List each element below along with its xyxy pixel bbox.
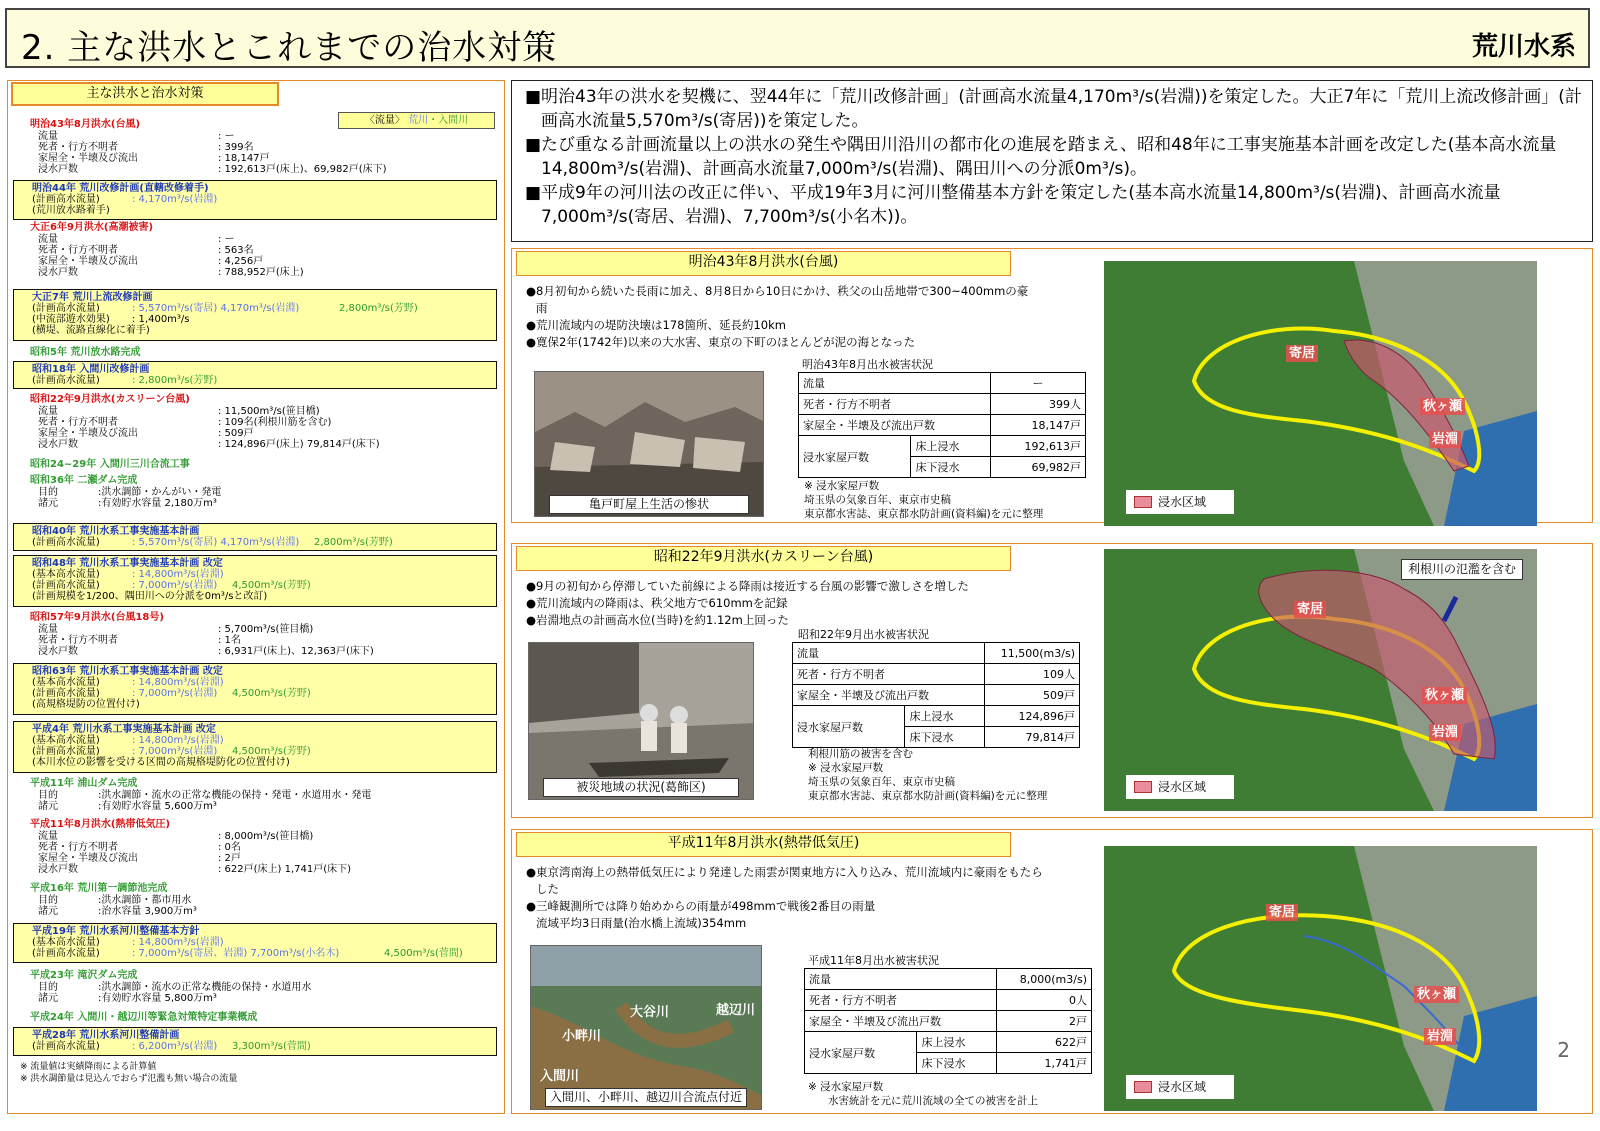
flood-history-panel xyxy=(7,80,505,1114)
damage-table: 流量 8,000(m3/s) 死者・行方不明者 0人 家屋全・半壊及び流出戸数 2戸 浸水家屋戸数 床上浸水 622戸 床下浸水 1,741戸 xyxy=(804,968,1092,1074)
item-value: : 124,896戸(床上) 79,814戸(床下) xyxy=(218,439,380,450)
bullet: ●寛保2年(1742年)以来の大水害、東京の下町のほとんどが泥の海となった xyxy=(526,335,916,349)
item-value: : 2戸 xyxy=(218,853,241,864)
item-value: :洪水調節・都市用水 xyxy=(98,895,192,906)
flood-photo xyxy=(530,945,762,1110)
item-value: : 1,400m³/s xyxy=(132,314,190,325)
item-label: (計画高水流量) xyxy=(32,746,100,757)
item-label: 家屋全・半壊及び流出 xyxy=(38,853,138,864)
plan-box xyxy=(13,523,497,551)
item-value: :治水容量 3,900万m³ xyxy=(98,906,197,917)
item-value: : 7,000m³/s(岩淵) xyxy=(132,580,218,591)
item-label: (計画高水流量) xyxy=(32,375,100,386)
section-heisei11 xyxy=(511,829,1593,1114)
item-label: (高規格堤防の位置付け) xyxy=(32,699,140,710)
item-value: : 0名 xyxy=(218,842,241,853)
item-label: 浸水戸数 xyxy=(38,267,78,278)
item-label: (基本高水流量) xyxy=(32,677,100,688)
table-notes: ※ 浸水家屋戸数 埼玉県の気象百年、東京市史稿 東京都水害誌、東京都水防計画(資料編)を元に整理 xyxy=(804,480,1044,520)
item-value: : 7,000m³/s(岩淵) xyxy=(132,746,218,757)
item-value: 2,800m³/s(芳野) xyxy=(314,537,393,548)
item-label: (計画高水流量) xyxy=(32,303,100,314)
item-value: : 18,147戸 xyxy=(218,153,270,164)
item-value: : 8,000m³/s(笹目橋) xyxy=(218,831,314,842)
item-value: 4,500m³/s(芳野) xyxy=(232,688,311,699)
item-label: 浸水戸数 xyxy=(38,864,78,875)
damage-table: 流量 11,500(m3/s) 死者・行方不明者 109人 家屋全・半壊及び流出戸数 509戸 浸水家屋戸数 床上浸水 124,896戸 床下浸水 79,814戸 xyxy=(792,642,1080,748)
plan-title: 昭和63年 荒川水系工事実施基本計画 改定 xyxy=(32,666,223,677)
plan-title: 平成28年 荒川水系河川整備計画 xyxy=(32,1030,180,1041)
section-heading: 明治43年8月洪水(台風) xyxy=(516,251,1011,276)
milestone: 平成24年 入間川・越辺川等緊急対策特定事業概成 xyxy=(30,1012,258,1023)
photo-caption: 亀戸町屋上生活の惨状 xyxy=(549,495,749,514)
item-value: : 2,800m³/s(芳野) xyxy=(132,375,218,386)
footnote: ※ 流量値は実績降雨による計算値 xyxy=(20,1062,157,1072)
item-value: : 14,800m³/s(岩淵) xyxy=(132,677,224,688)
section-bullets xyxy=(526,283,1036,351)
plan-title: 昭和48年 荒川水系工事実施基本計画 改定 xyxy=(32,558,223,569)
section-meiji43 xyxy=(511,248,1593,523)
item-value: : 192,613戸(床上)、69,982戸(床下) xyxy=(218,164,387,175)
place-label: 秋ヶ瀬 xyxy=(1420,398,1465,415)
panel-heading: 主な洪水と治水対策 xyxy=(11,82,279,106)
item-label: 流量 xyxy=(38,831,58,842)
item-value: : 788,952戸(床上) xyxy=(218,267,304,278)
plan-title: 昭和18年 入間川改修計画 xyxy=(32,364,150,375)
place-label: 岩淵 xyxy=(1429,431,1461,448)
item-label: 諸元 xyxy=(38,993,58,1004)
map-legend: 浸水区域 xyxy=(1126,1075,1234,1099)
summary-item: ■明治43年の洪水を契機に、翌44年に「荒川改修計画」(計画高水流量4,170m³/s(岩淵))を策定した。大正7年に「荒川上流改修計画」(計画高水流量5,570m³/s(寄居))を策定した。 xyxy=(525,87,1582,131)
place-label: 寄居 xyxy=(1266,904,1298,921)
item-value: 3,300m³/s(菅間) xyxy=(232,1041,311,1052)
item-value: :有効貯水容量 5,600万m³ xyxy=(98,801,217,812)
plan-box xyxy=(13,663,497,715)
bullet: ●荒川流域内の堤防決壊は178箇所、延長約10km xyxy=(526,318,786,332)
item-value: : 563名 xyxy=(218,245,254,256)
item-label: (計画規模を1/200、隅田川への分派を0m³/sと改訂) xyxy=(32,591,268,602)
bullet: ●三峰観測所では降り始めからの雨量が498mmで戦後2番目の雨量 xyxy=(526,899,876,913)
table-notes: 利根川筋の被害を含む ※ 浸水家屋戸数 埼玉県の気象百年、東京市史稿 東京都水害誌、東京都水防計画(資料編)を元に整理 xyxy=(808,748,1048,802)
plan-box xyxy=(13,923,497,963)
photo-caption: 被災地域の状況(葛飾区) xyxy=(543,778,739,797)
item-label: (計画高水流量) xyxy=(32,194,100,205)
item-label: 諸元 xyxy=(38,498,58,509)
item-value: : 14,800m³/s(岩淵) xyxy=(132,735,224,746)
item-value: :洪水調節・流水の正常な機能の保持・発電・水道用水・発電 xyxy=(98,790,372,801)
place-label: 岩淵 xyxy=(1424,1028,1456,1045)
item-label: 死者・行方不明者 xyxy=(38,417,118,428)
milestone: 平成23年 滝沢ダム完成 xyxy=(30,970,138,981)
map-legend: 浸水区域 xyxy=(1126,775,1234,799)
plan-box xyxy=(13,180,497,220)
item-value: 4,500m³/s(菅間) xyxy=(384,948,463,959)
item-value: : 6,931戸(床上)、12,363戸(床下) xyxy=(218,646,374,657)
item-label: 目的 xyxy=(38,982,58,993)
item-value: : 109名(利根川筋を含む) xyxy=(218,417,332,428)
photo-label: 入間川 xyxy=(540,1069,580,1084)
damage-table-title: 明治43年8月出水被害状況 xyxy=(802,358,933,371)
damage-table-title: 昭和22年9月出水被害状況 xyxy=(798,628,929,641)
milestone: 昭和24~29年 入間川三川合流工事 xyxy=(30,459,190,470)
photo-label: 大谷川 xyxy=(630,1005,670,1020)
section-showa22 xyxy=(511,543,1593,818)
item-label: 死者・行方不明者 xyxy=(38,635,118,646)
item-value: : ー xyxy=(218,234,235,245)
flood-area-swatch xyxy=(1134,781,1152,793)
item-value: :有効貯水容量 5,800万m³ xyxy=(98,993,217,1004)
item-value: : 4,256戸 xyxy=(218,256,264,267)
summary-item: ■たび重なる計画流量以上の洪水の発生や隅田川沿川の都市化の進展を踏まえ、昭和48年に工事実施基本計画を改定した(基本高水流量14,800m³/s(岩淵)、計画高水流量7,000m³/s(岩淵)、隅田川への分派0m³/s)。 xyxy=(525,135,1557,179)
damage-table-title: 平成11年8月出水被害状況 xyxy=(808,954,939,967)
item-label: 目的 xyxy=(38,487,58,498)
plan-title: 昭和40年 荒川水系工事実施基本計画 xyxy=(32,526,200,537)
flood-title: 平成11年8月洪水(熱帯低気圧) xyxy=(30,819,171,830)
item-value: : 7,000m³/s(岩淵) xyxy=(132,688,218,699)
place-label: 秋ヶ瀬 xyxy=(1414,986,1459,1003)
flood-area-swatch xyxy=(1134,496,1152,508)
bullet: ●東京湾南海上の熱帯低気圧により発達した雨雲が関東地方に入り込み、荒川流域内に豪雨をもたらした xyxy=(526,865,1043,896)
plan-box xyxy=(13,555,497,607)
item-label: (本川水位の影響を受ける区間の高規格堤防化の位置付け) xyxy=(32,757,290,768)
item-value: : 4,170m³/s(岩淵) xyxy=(132,194,218,205)
item-value: 4,500m³/s(芳野) xyxy=(232,746,311,757)
page-number: 2 xyxy=(1557,1038,1570,1062)
item-label: (計画高水流量) xyxy=(32,948,100,959)
flood-map xyxy=(1104,549,1537,811)
bullet: 流域平均3日雨量(治水橋上流域)354mm xyxy=(536,916,747,930)
milestone: 昭和5年 荒川放水路完成 xyxy=(30,347,141,358)
milestone: 昭和36年 二瀬ダム完成 xyxy=(30,475,138,486)
item-label: 家屋全・半壊及び流出 xyxy=(38,153,138,164)
item-value: : 5,700m³/s(笹目橋) xyxy=(218,624,314,635)
item-value: : 14,800m³/s(岩淵) xyxy=(132,937,224,948)
item-label: 家屋全・半壊及び流出 xyxy=(38,256,138,267)
item-value: :洪水調節・かんがい・発電 xyxy=(98,487,222,498)
item-label: 流量 xyxy=(38,131,58,142)
item-label: 死者・行方不明者 xyxy=(38,842,118,853)
item-label: (計画高水流量) xyxy=(32,537,100,548)
milestone: 平成16年 荒川第一調節池完成 xyxy=(30,883,168,894)
item-value: : 5,570m³/s(寄居) 4,170m³/s(岩淵) xyxy=(132,537,300,548)
map-legend: 浸水区域 xyxy=(1126,490,1234,514)
plan-box xyxy=(13,721,497,773)
plan-title: 平成4年 荒川水系工事実施基本計画 改定 xyxy=(32,724,216,735)
item-label: 流量 xyxy=(38,234,58,245)
section-heading: 平成11年8月洪水(熱帯低気圧) xyxy=(516,832,1011,857)
item-value: : ー xyxy=(218,131,235,142)
item-value: :有効貯水容量 2,180万m³ xyxy=(98,498,217,509)
map-callout: 利根川の氾濫を含む xyxy=(1401,559,1523,580)
item-label: (荒川放水路着手) xyxy=(32,205,110,216)
item-label: (計画高水流量) xyxy=(32,688,100,699)
item-value: : 1名 xyxy=(218,635,241,646)
item-label: 目的 xyxy=(38,895,58,906)
flood-title: 明治43年8月洪水(台風) xyxy=(30,119,141,130)
flood-area-swatch xyxy=(1134,1081,1152,1093)
item-value: : 5,570m³/s(寄居) 4,170m³/s(岩淵) xyxy=(132,303,300,314)
damage-table: 流量 ー 死者・行方不明者 399人 家屋全・半壊及び流出戸数 18,147戸 浸水家屋戸数 床上浸水 192,613戸 床下浸水 69,982戸 xyxy=(798,372,1086,478)
item-label: 浸水戸数 xyxy=(38,164,78,175)
item-label: 浸水戸数 xyxy=(38,439,78,450)
bullet: ●岩淵地点の計画高水位(当時)を約1.12m上回った xyxy=(526,613,789,627)
footnote: ※ 洪水調節量は見込んでおらず氾濫も無い場合の流量 xyxy=(20,1074,238,1084)
plan-title: 平成19年 荒川水系河川整備基本方針 xyxy=(32,926,200,937)
item-label: (横堤、流路直線化に着手) xyxy=(32,325,150,336)
bullet: ●荒川流域内の降雨は、秩父地方で610mmを記録 xyxy=(526,596,788,610)
flood-title: 昭和22年9月洪水(カスリーン台風) xyxy=(30,394,190,405)
item-label: 流量 xyxy=(38,624,58,635)
item-value: :洪水調節・流水の正常な機能の保持・水道用水 xyxy=(98,982,312,993)
item-value: : 509戸 xyxy=(218,428,254,439)
page-header xyxy=(5,8,1590,68)
photo-caption: 入間川、小畔川、越辺川合流点付近 xyxy=(545,1088,747,1107)
item-label: (計画高水流量) xyxy=(32,1041,100,1052)
item-label: (計画高水流量) xyxy=(32,580,100,591)
plan-title: 明治44年 荒川改修計画(直轄改修着手) xyxy=(32,183,209,194)
bullet: ●8月初旬から続いた長雨に加え、8月8日から10日にかけ、秩父の山岳地帯で300~400mmの豪雨 xyxy=(526,284,1029,315)
item-value: : 11,500m³/s(笹目橋) xyxy=(218,406,320,417)
section-bullets xyxy=(526,578,1086,629)
place-label: 岩淵 xyxy=(1429,724,1461,741)
flood-title: 大正6年9月洪水(高潮被害) xyxy=(30,222,154,233)
table-notes: ※ 浸水家屋戸数 水害統計を元に荒川流域の全ての被害を計上 xyxy=(808,1081,1038,1107)
flood-photo xyxy=(534,371,764,517)
flood-title: 昭和57年9月洪水(台風18号) xyxy=(30,612,164,623)
flood-map xyxy=(1104,261,1537,526)
plan-box xyxy=(13,361,497,389)
flood-photo xyxy=(528,642,754,800)
place-label: 寄居 xyxy=(1294,601,1326,618)
bullet: ●9月の初旬から停滞していた前線による降雨は接近する台風の影響で激しさを増した xyxy=(526,579,969,593)
item-label: 家屋全・半壊及び流出 xyxy=(38,428,138,439)
item-value: : 399名 xyxy=(218,142,254,153)
milestone: 平成11年 浦山ダム完成 xyxy=(30,778,138,789)
item-label: 死者・行方不明者 xyxy=(38,142,118,153)
item-value: : 622戸(床上) 1,741戸(床下) xyxy=(218,864,352,875)
item-label: (基本高水流量) xyxy=(32,569,100,580)
item-label: (基本高水流量) xyxy=(32,937,100,948)
item-label: (中流部遊水効果) xyxy=(32,314,110,325)
item-value: : 14,800m³/s(岩淵) xyxy=(132,569,224,580)
flood-map xyxy=(1104,846,1537,1111)
item-value: : 6,200m³/s(岩淵) xyxy=(132,1041,218,1052)
item-value: 2,800m³/s(芳野) xyxy=(339,303,418,314)
place-label: 寄居 xyxy=(1286,345,1318,362)
item-label: 浸水戸数 xyxy=(38,646,78,657)
section-heading: 昭和22年9月洪水(カスリーン台風) xyxy=(516,546,1011,571)
section-bullets xyxy=(526,864,1046,932)
item-label: 目的 xyxy=(38,790,58,801)
item-label: (基本高水流量) xyxy=(32,735,100,746)
summary-box xyxy=(511,80,1593,242)
item-value: : 7,000m³/s(寄居、岩淵) 7,700m³/s(小名木) xyxy=(132,948,340,959)
item-label: 流量 xyxy=(38,406,58,417)
page-title: 2. 主な洪水とこれまでの治水対策 xyxy=(21,28,558,68)
item-value: 4,500m³/s(芳野) xyxy=(232,580,311,591)
plan-box xyxy=(13,289,497,341)
flow-legend: 〈流量〉 荒川・入間川 xyxy=(338,112,495,129)
plan-title: 大正7年 荒川上流改修計画 xyxy=(32,292,153,303)
place-label: 秋ヶ瀬 xyxy=(1422,687,1467,704)
plan-box xyxy=(13,1027,497,1056)
photo-label: 越辺川 xyxy=(716,1003,756,1018)
item-label: 死者・行方不明者 xyxy=(38,245,118,256)
river-system-name: 荒川水系 xyxy=(1471,32,1576,62)
item-label: 諸元 xyxy=(38,906,58,917)
item-label: 諸元 xyxy=(38,801,58,812)
photo-label: 小畔川 xyxy=(562,1029,602,1044)
summary-item: ■平成9年の河川法の改正に伴い、平成19年3月に河川整備基本方針を策定した(基本高水流量14,800m³/s(岩淵)、計画高水流量7,000m³/s(寄居、岩淵)、7,700m³/s(小名木))。 xyxy=(525,183,1501,227)
